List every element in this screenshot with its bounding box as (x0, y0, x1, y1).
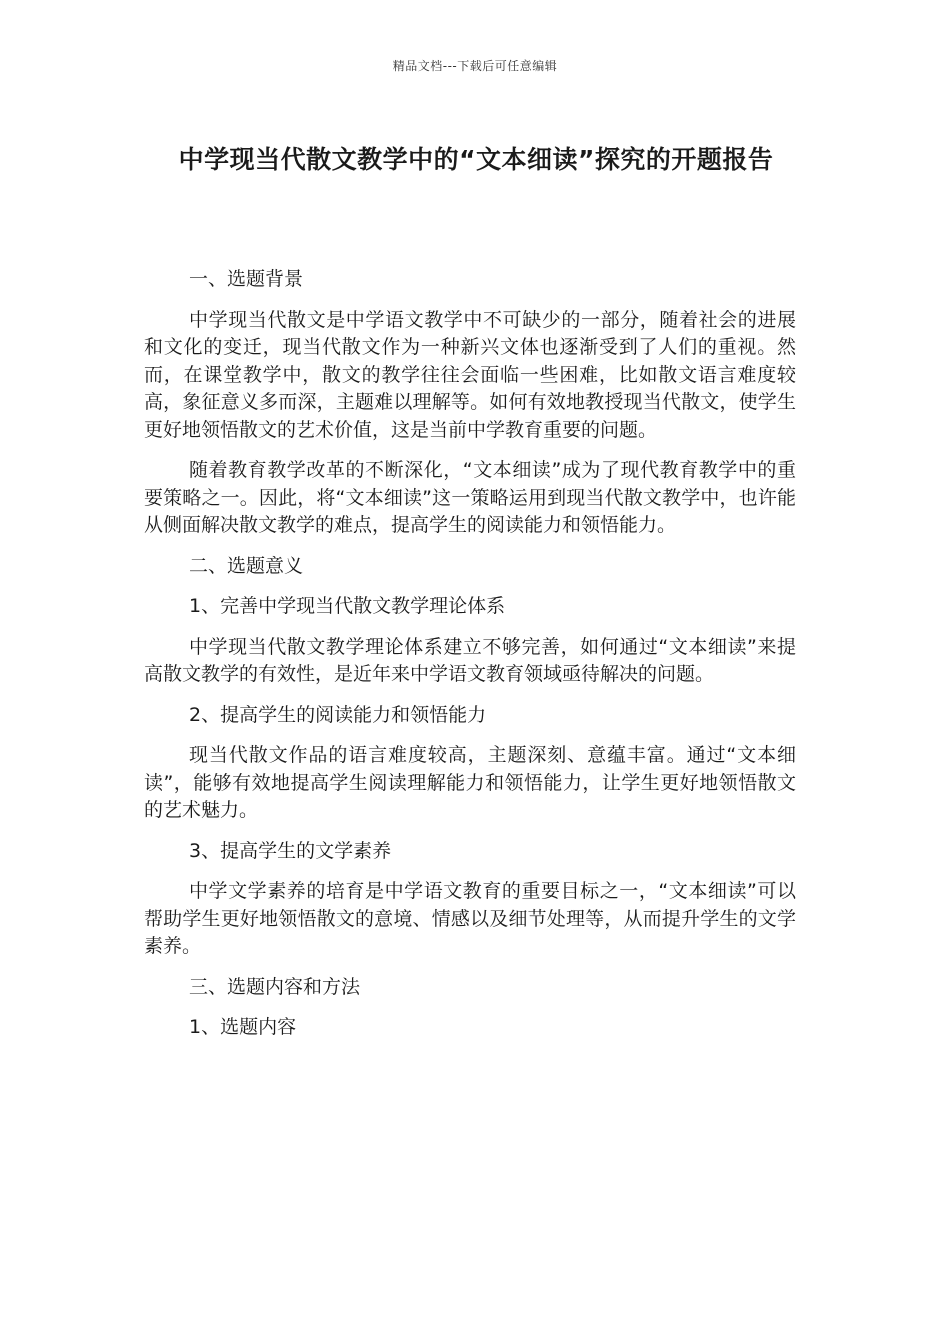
paragraph-theory-system: 中学现当代散文教学理论体系建立不够完善，如何通过“文本细读”来提高散文教学的有效性，是近年来中学语文教育领域亟待解决的问题。 (144, 635, 796, 685)
subheading-literary-literacy: 3、提高学生的文学素养 (189, 839, 392, 862)
subheading-theory-system: 1、完善中学现当代散文教学理论体系 (189, 595, 506, 617)
section-heading-significance: 二、选题意义 (189, 554, 304, 577)
paragraph-background-2: 随着教育教学改革的不断深化，“文本细读”成为了现代教育教学中的重要策略之一。因此，将“文本细读”这一策略运用到现当代散文教学中，也许能从侧面解决散文教学的难点，提高学生的阅读能力和领悟能力。 (144, 459, 796, 536)
section-heading-content-method: 三、选题内容和方法 (189, 975, 361, 998)
header-note: 精品文档---下载后可任意编辑 (392, 59, 558, 73)
section-heading-background: 一、选题背景 (189, 268, 304, 290)
subheading-topic-content: 1、选题内容 (189, 1016, 297, 1038)
paragraph-literary-literacy: 中学文学素养的培育是中学语文教育的重要目标之一，“文本细读”可以帮助学生更好地领悟散文的意境、情感以及细节处理等，从而提升学生的文学素养。 (144, 880, 796, 957)
document-title: 中学现当代散文教学中的“文本细读”探究的开题报告 (178, 145, 774, 174)
document-body (144, 266, 796, 1055)
paragraph-reading-ability: 现当代散文作品的语言难度较高，主题深刻、意蕴丰富。通过“文本细读”，能够有效地提高学生阅读理解能力和领悟能力，让学生更好地领悟散文的艺术魅力。 (144, 744, 796, 821)
subheading-reading-ability: 2、提高学生的阅读能力和领悟能力 (189, 703, 487, 726)
paragraph-background-1: 中学现当代散文是中学语文教学中不可缺少的一部分，随着社会的进展和文化的变迁，现当代散文作为一种新兴文体也逐渐受到了人们的重视。然而，在课堂教学中，散文的教学往往会面临一些困难，比如散文语言难度较高，象征意义多而深，主题难以理解等。如何有效地教授现当代散文，使学生更好地领悟散文的艺术价值，这是当前中学教育重要的问题。 (144, 308, 796, 441)
